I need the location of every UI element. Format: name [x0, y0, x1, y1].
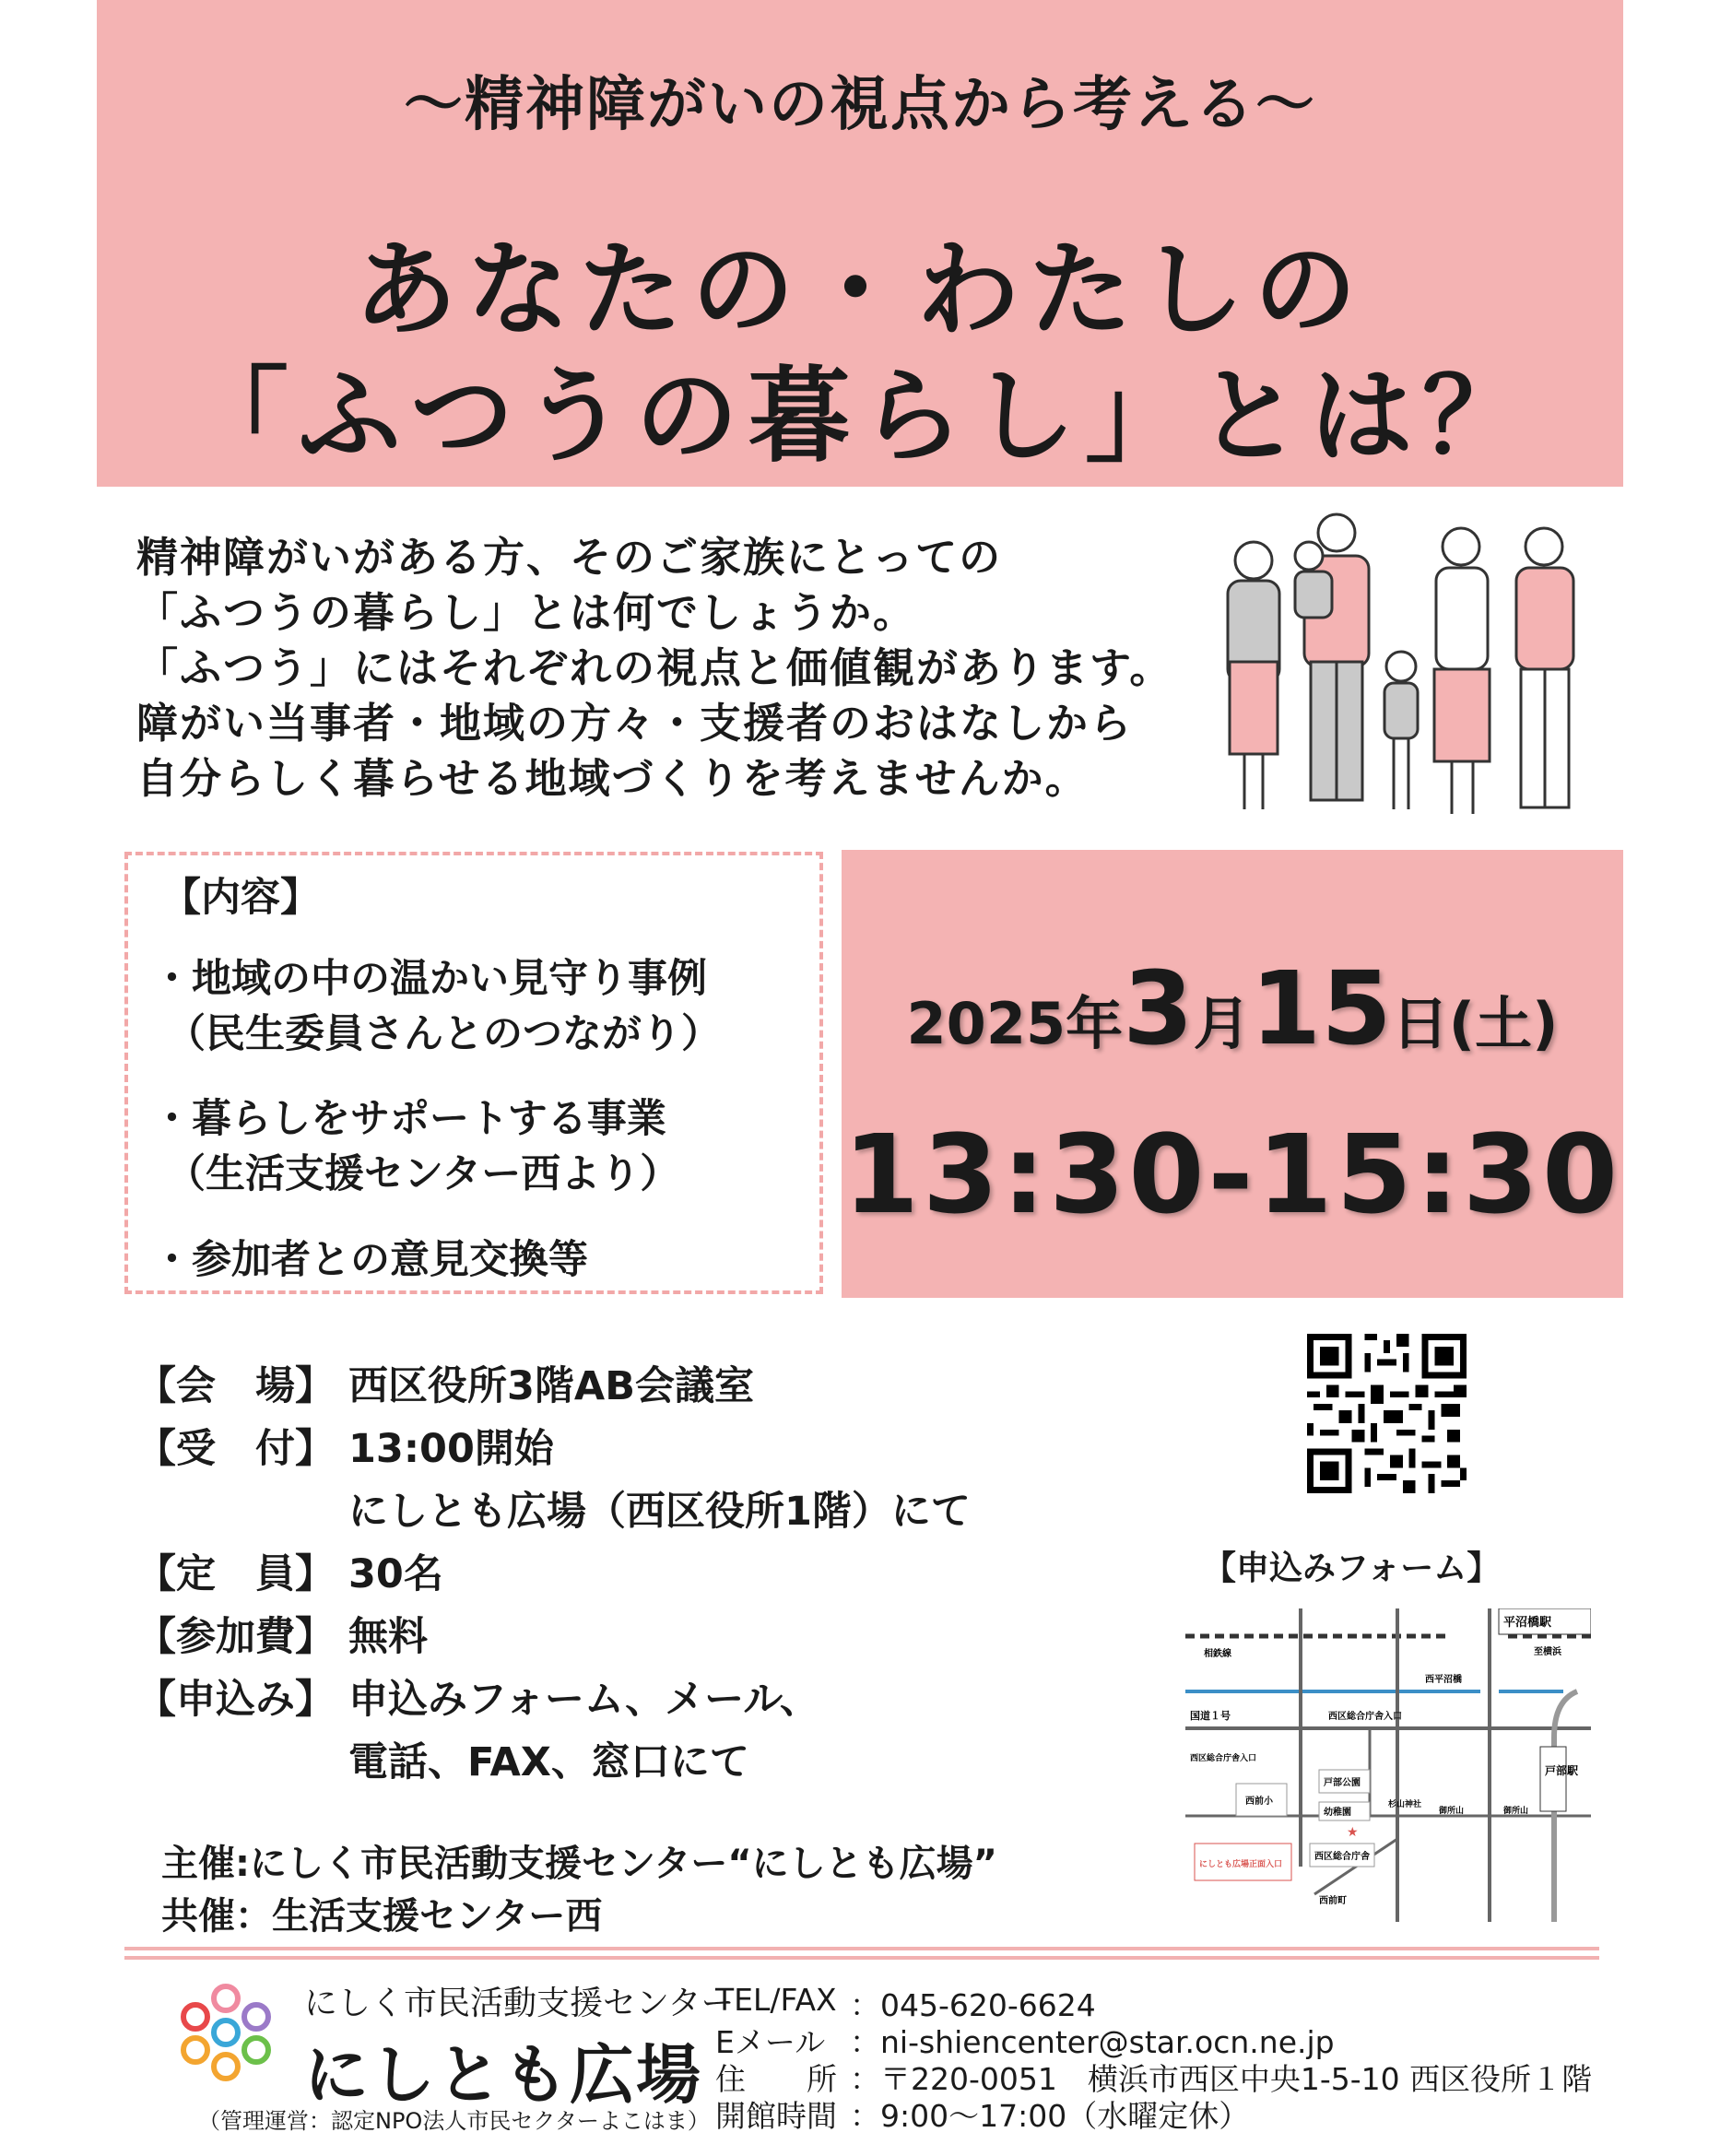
apply-value: 申込みフォーム、メール、 — [348, 1677, 819, 1723]
apply-label: 【申込み】 — [136, 1677, 335, 1723]
capacity-value: 30名 — [348, 1551, 443, 1597]
event-day: 15 — [1250, 949, 1392, 1067]
map-town-label: 西前町 — [1319, 1896, 1347, 1906]
intro-line: 「ふつう」にはそれぞれの視点と価値観があります。 — [136, 643, 1173, 692]
reception-value: 13:00開始 — [348, 1426, 554, 1472]
family-illustration — [1217, 505, 1595, 828]
intro-line: 精神障がいがある方、そのご家族にとっての — [136, 533, 1003, 582]
map-mountain-label-2: 御所山 — [1503, 1807, 1529, 1816]
map-entrance-label: 西区総合庁舎入口 — [1328, 1712, 1402, 1722]
intro-line: 「ふつうの暮らし」とは何でしょうか。 — [136, 588, 917, 637]
map-plaza-entrance-label: にしとも広場正面入口 — [1199, 1860, 1283, 1869]
address-label: 住 所 — [715, 2061, 837, 2097]
email-label: Eメール — [715, 2024, 826, 2060]
map-school-label: 西前小 — [1245, 1797, 1273, 1807]
content-item-1-sub: （民生委員さんとのつながり） — [166, 1011, 721, 1057]
event-day-unit: 日(土) — [1391, 990, 1559, 1057]
map-line-label: 相鉄線 — [1204, 1649, 1231, 1659]
svg-text:★: ★ — [1347, 1825, 1359, 1840]
title-line-1: あなたの・わたしの — [354, 230, 1366, 350]
intro-line: 障がい当事者・地域の方々・支援者のおはなしから — [136, 699, 1134, 748]
fee-label: 【参加費】 — [136, 1614, 335, 1660]
map-station-tobe: 戸部駅 — [1545, 1764, 1579, 1777]
event-month-unit: 月 — [1193, 990, 1251, 1057]
content-item-2: ・暮らしをサポートする事業 — [152, 1096, 666, 1142]
reception-location: にしとも広場（西区役所1階）にて — [348, 1489, 971, 1535]
tel-label: TEL/FAX — [715, 1982, 837, 2018]
map-mountain-label: 御所山 — [1439, 1807, 1465, 1816]
event-month: 3 — [1123, 949, 1194, 1067]
form-label: 【申込みフォーム】 — [1203, 1549, 1501, 1587]
venue-value: 西区役所3階AB会議室 — [348, 1363, 754, 1409]
map-road-label: 国道１号 — [1190, 1710, 1231, 1722]
qr-code-icon[interactable] — [1307, 1334, 1467, 1493]
hours-label: 開館時間 — [715, 2098, 837, 2134]
event-time: 13:30-15:30 — [842, 1111, 1622, 1238]
divider — [124, 1956, 1599, 1960]
intro-line: 自分らしく暮らせる地域づくりを考えませんか。 — [136, 754, 1089, 803]
map-shrine-label: 杉山神社 — [1388, 1800, 1422, 1809]
venue-label: 【会 場】 — [136, 1363, 335, 1409]
map-station-hiranumabashi: 平沼橋駅 — [1503, 1616, 1552, 1630]
content-heading: 【内容】 — [161, 875, 320, 921]
event-year: 2025年 — [906, 990, 1124, 1057]
content-item-3: ・参加者との意見交換等 — [152, 1237, 588, 1283]
capacity-label: 【定 員】 — [136, 1551, 335, 1597]
fee-value: 無料 — [348, 1614, 428, 1660]
host-label: 主催:にしく市民活動支援センター“にしとも広場” — [161, 1843, 997, 1885]
org-management: （管理運営：認定NPO法人市民セクターよこはま） — [198, 2108, 710, 2134]
subtitle: 〜精神障がいの視点から考える〜 — [404, 71, 1316, 139]
content-item-1: ・地域の中の温かい見守り事例 — [152, 956, 707, 1002]
map-entrance-label-2: 西区総合庁舎入口 — [1190, 1754, 1257, 1763]
email-value[interactable]: ：ni-shiencenter@star.ocn.ne.jp — [850, 2024, 1335, 2060]
title-line-2: 「ふつうの暮らし」とは？ — [185, 357, 1535, 477]
hours-value: ：9:00〜17:00（水曜定休） — [850, 2098, 1250, 2134]
access-map — [1185, 1608, 1591, 1922]
map-bridge-label: 西平沼橋 — [1425, 1675, 1462, 1685]
cohost-label: 共催：生活支援センター西 — [161, 1895, 603, 1938]
apply-methods: 電話、FAX、窓口にて — [348, 1739, 749, 1785]
event-date — [842, 949, 1623, 1067]
content-item-2-sub: （生活支援センター西より） — [166, 1151, 680, 1197]
nishitomo-logo-icon — [175, 1982, 277, 2083]
map-toward-label: 至横浜 — [1534, 1647, 1561, 1657]
divider — [124, 1947, 1599, 1950]
map-kindergarten-label: 幼稚園 — [1324, 1808, 1351, 1818]
org-kana-name: にしく市民活動支援センター — [304, 1985, 735, 2022]
map-park-label: 戸部公園 — [1324, 1778, 1361, 1788]
tel-value: ：045-620-6624 — [850, 1987, 1096, 2023]
map-office-label: 西区総合庁舎 — [1314, 1852, 1370, 1862]
org-name: にしとも広場 — [304, 2037, 702, 2113]
address-value: ：〒220-0051 横浜市西区中央1-5-10 西区役所１階 — [850, 2061, 1593, 2097]
reception-label: 【受 付】 — [136, 1426, 335, 1472]
